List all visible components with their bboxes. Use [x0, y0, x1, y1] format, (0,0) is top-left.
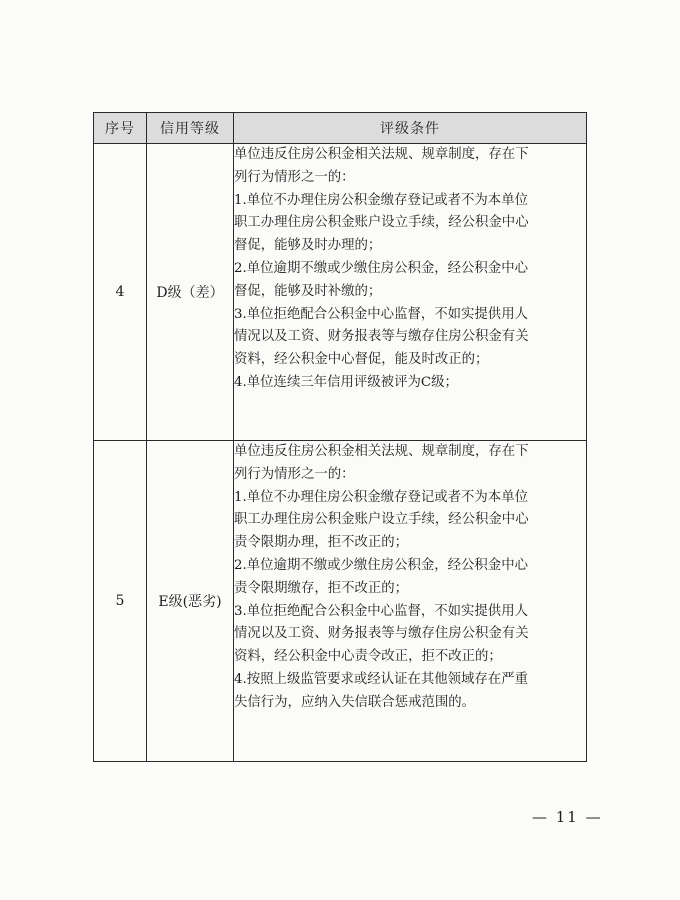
condition-line: 1.单位不办理住房公积金缴存登记或者不为本单位 [234, 192, 528, 208]
condition-line: 3.单位拒绝配合公积金中心监督，不如实提供用人 [234, 603, 528, 619]
condition-line: 督促，能够及时补缴的； [234, 283, 382, 299]
condition-line: 单位违反住房公积金相关法规、规章制度，存在下 [234, 147, 529, 162]
condition-line: 责令限期缴存，拒不改正的； [234, 580, 409, 596]
condition-line: 职工办理住房公积金账户设立手续，经公积金中心 [234, 512, 529, 528]
condition-line: 4.按照上级监管要求或经认证在其他领域存在严重 [234, 671, 528, 687]
condition-line: 责令限期办理，拒不改正的； [234, 535, 409, 551]
condition-line: 情况以及工资、财务报表等与缴存住房公积金有关 [234, 626, 529, 642]
condition-line: 单位违反住房公积金相关法规、规章制度，存在下 [234, 444, 529, 459]
condition-line: 失信行为，应纳入失信联合惩戒范围的。 [234, 694, 476, 710]
row-serial-number: 5 [94, 441, 147, 762]
row-credit-grade: E级(恶劣) [147, 441, 234, 762]
condition-line: 情况以及工资、财务报表等与缴存住房公积金有关 [234, 329, 529, 345]
condition-line: 资料，经公积金中心责令改正，拒不改正的； [234, 649, 502, 665]
row-serial-number: 4 [94, 144, 147, 441]
page-number: — 11 — [532, 808, 603, 826]
table-row [94, 144, 587, 441]
header-credit-grade: 信用等级 [147, 113, 234, 144]
condition-line: 列行为情形之一的： [234, 466, 355, 482]
row-credit-grade: D级（差） [147, 144, 234, 441]
row-rating-conditions [234, 144, 587, 441]
condition-line: 督促，能够及时办理的； [234, 238, 382, 254]
header-serial-number: 序号 [94, 113, 147, 144]
condition-line: 列行为情形之一的： [234, 169, 355, 185]
condition-line: 1.单位不办理住房公积金缴存登记或者不为本单位 [234, 489, 528, 505]
table-header-row [94, 113, 587, 144]
condition-line: 职工办理住房公积金账户设立手续，经公积金中心 [234, 215, 529, 231]
credit-grade-table [93, 112, 587, 762]
condition-line: 2.单位逾期不缴或少缴住房公积金，经公积金中心 [234, 260, 528, 276]
condition-line: 3.单位拒绝配合公积金中心监督，不如实提供用人 [234, 306, 528, 322]
table-row [94, 441, 587, 762]
header-rating-conditions: 评级条件 [234, 113, 587, 144]
condition-line: 资料，经公积金中心督促，能及时改正的； [234, 352, 489, 368]
condition-line: 2.单位逾期不缴或少缴住房公积金，经公积金中心 [234, 557, 528, 573]
row-rating-conditions [234, 441, 587, 762]
condition-line: 4.单位连续三年信用评级被评为C级； [234, 374, 458, 390]
